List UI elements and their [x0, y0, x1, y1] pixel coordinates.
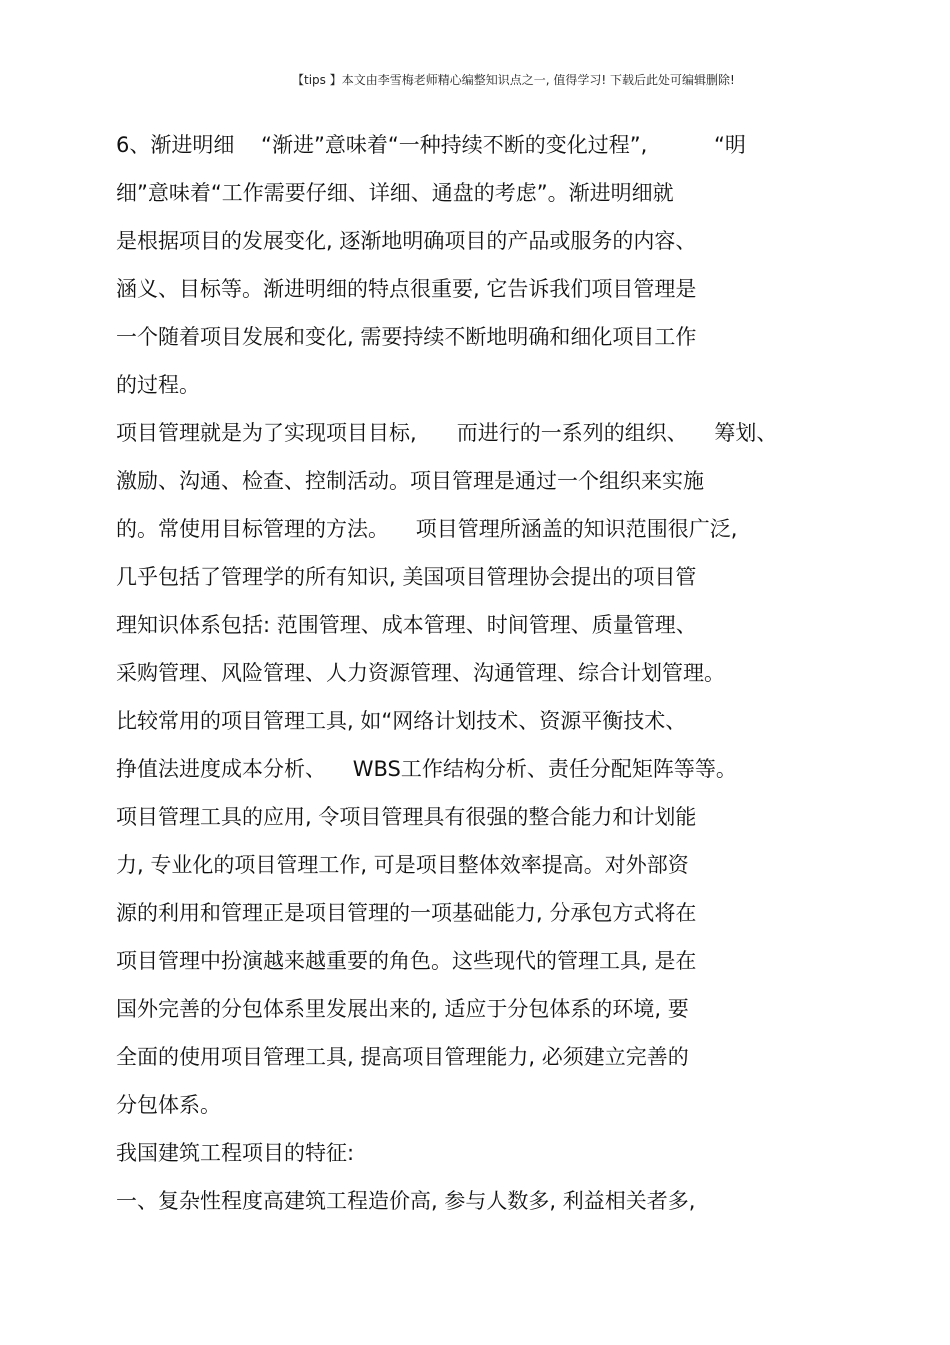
body-line: 采购管理、风险管理、人力资源管理、沟通管理、综合计划管理。	[116, 661, 725, 685]
body-line: 是根据项目的发展变化, 逐渐地明确项目的产品或服务的内容、	[116, 229, 697, 253]
body-line: 理知识体系包括: 范围管理、成本管理、时间管理、质量管理、	[116, 613, 697, 637]
body-line: 项目管理就是为了实现项目目标, 而进行的一系列的组织、 筹划、	[116, 421, 778, 445]
header-tips-note: 【tips 】本文由李雪梅老师精心编整知识点之一, 值得学习! 下载后此处可编辑删除!	[292, 73, 735, 87]
body-line: 6、渐进明细 “渐进”意味着“一种持续不断的变化过程”, “明	[116, 133, 746, 157]
body-line: 源的利用和管理正是项目管理的一项基础能力, 分承包方式将在	[116, 901, 697, 925]
body-line: 分包体系。	[116, 1093, 221, 1117]
body-line: 国外完善的分包体系里发展出来的, 适应于分包体系的环境, 要	[116, 997, 689, 1021]
body-line: 涵义、目标等。渐进明细的特点很重要, 它告诉我们项目管理是	[116, 277, 697, 301]
body-line: 比较常用的项目管理工具, 如“网络计划技术、资源平衡技术、	[116, 709, 687, 733]
body-line: 我国建筑工程项目的特征:	[116, 1141, 355, 1165]
body-line: 项目管理工具的应用, 令项目管理具有很强的整合能力和计划能	[116, 805, 697, 829]
body-line: 一、复杂性程度高建筑工程造价高, 参与人数多, 利益相关者多,	[116, 1189, 696, 1213]
body-line: 全面的使用项目管理工具, 提高项目管理能力, 必须建立完善的	[116, 1045, 689, 1069]
body-line: 挣值法进度成本分析、 WBS工作结构分析、责任分配矩阵等等。	[116, 757, 737, 781]
body-line: 细”意味着“工作需要仔细、详细、通盘的考虑”。渐进明细就	[116, 181, 674, 205]
body-line: 力, 专业化的项目管理工作, 可是项目整体效率提高。对外部资	[116, 853, 689, 877]
body-line: 一个随着项目发展和变化, 需要持续不断地明确和细化项目工作	[116, 325, 697, 349]
body-line: 的。常使用目标管理的方法。 项目管理所涵盖的知识范围很广泛,	[116, 517, 738, 541]
body-line: 激励、沟通、检查、控制活动。项目管理是通过一个组织来实施	[116, 469, 704, 493]
body-line: 的过程。	[116, 373, 200, 397]
body-line: 项目管理中扮演越来越重要的角色。这些现代的管理工具, 是在	[116, 949, 697, 973]
body-line: 几乎包括了管理学的所有知识, 美国项目管理协会提出的项目管	[116, 565, 697, 589]
